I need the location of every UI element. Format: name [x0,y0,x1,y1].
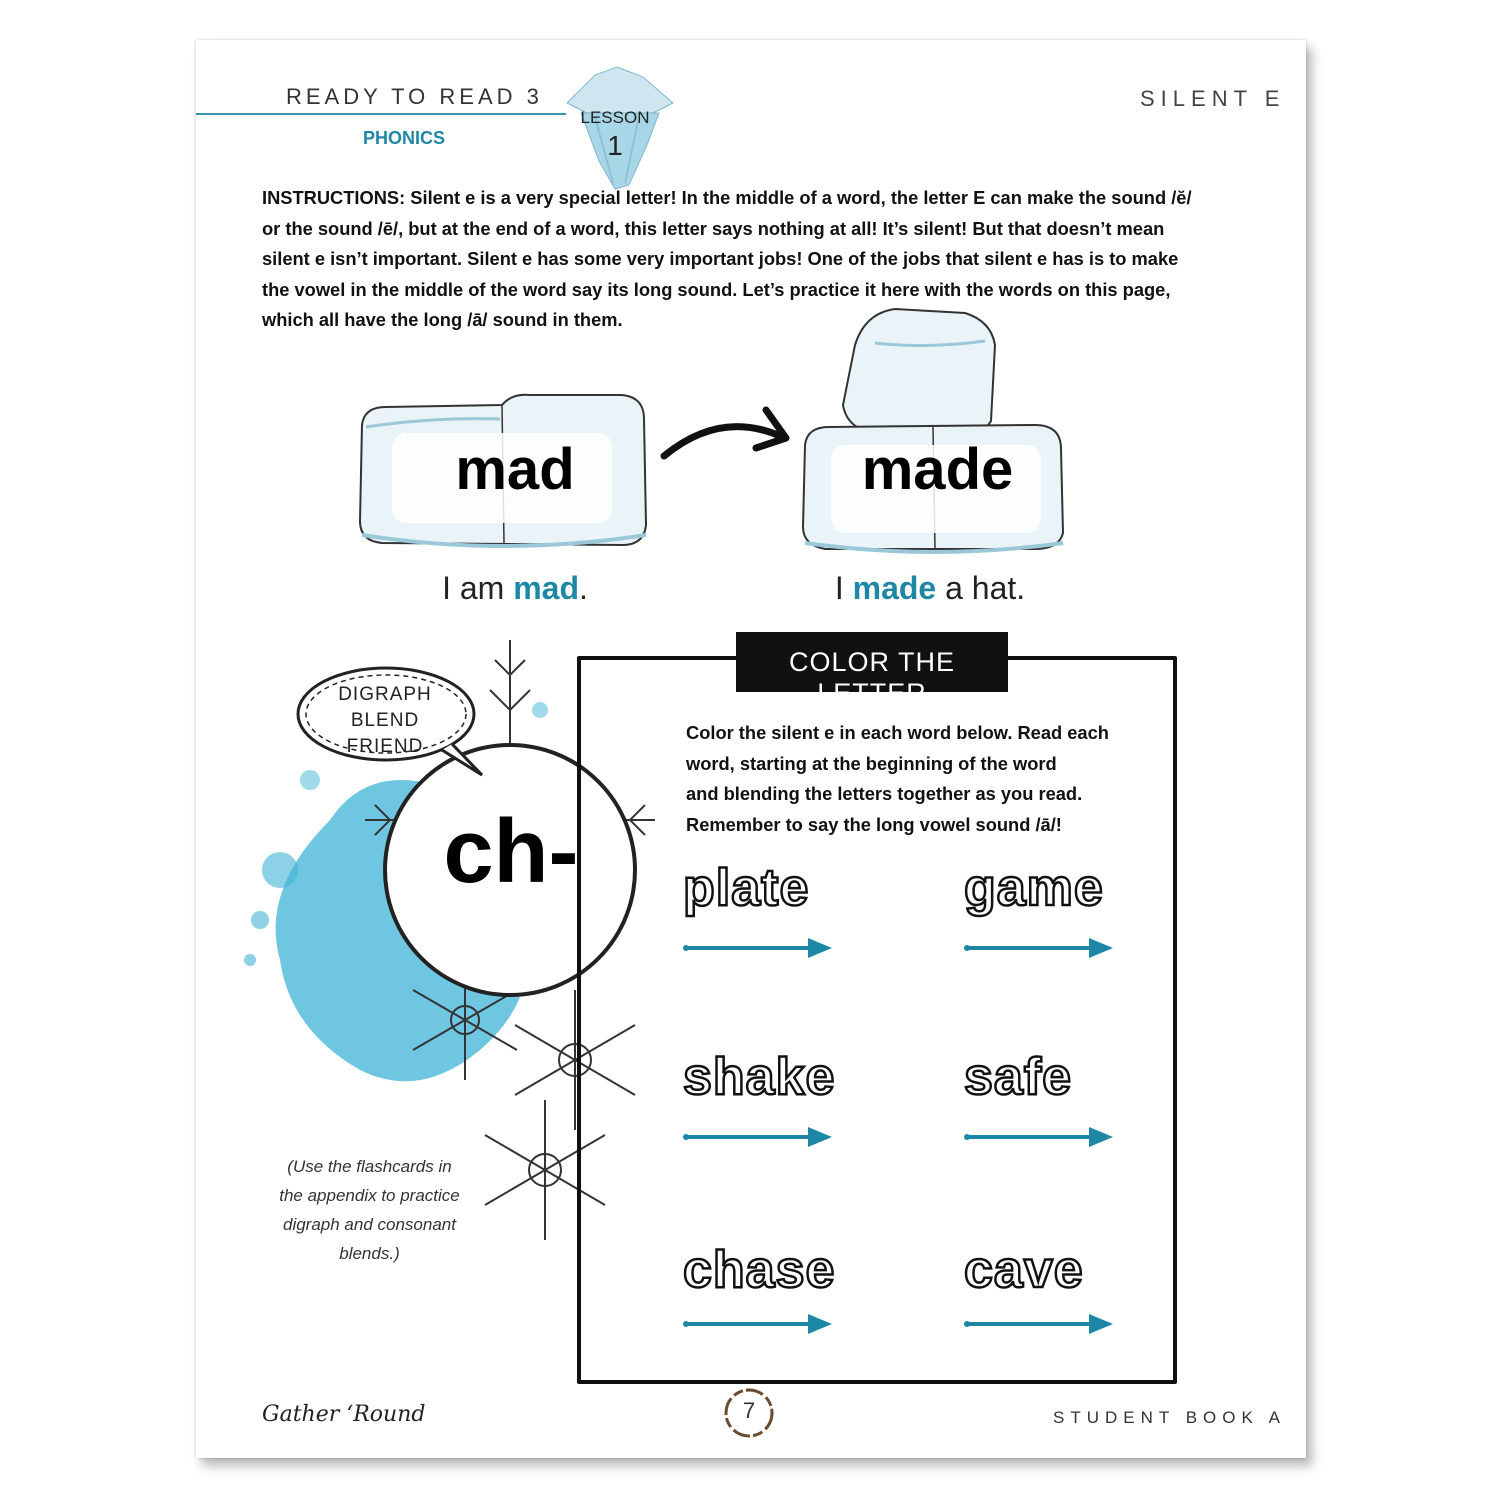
instructions-line: the vowel in the middle of the word say its long sound. Let’s practice it here with the words on this page, [262,278,1171,300]
page-number: 7 [742,1398,756,1423]
example-word-mad: mad [455,437,575,502]
note-line: (Use the flashcards in [287,1157,452,1176]
sentence-text: a hat. [936,570,1026,606]
ice-cubes-right [795,305,1070,555]
sentence-highlight: made [852,570,937,606]
instructions-line: Silent e is a very special letter! In the middle of a word, the letter E can make the sound /ĕ/ [410,187,1192,208]
series-title: READY TO READ 3 [286,84,543,109]
blend-arrow-icon [682,1127,832,1147]
instructions-line: which all have the long /ā/ sound in them. [262,309,623,330]
activity-banner [736,632,1008,708]
publisher-logo: Gather ‘Round [262,1402,426,1427]
book-label: STUDENT BOOK A [1053,1408,1286,1427]
example-sentence-left [380,570,650,607]
example-sentence-right [780,570,1080,607]
activity-instruction-line: Remember to say the long vowel sound /ā/! [686,813,1062,835]
blend-arrow-icon [682,938,832,958]
activity-instruction-line: word, starting at the beginning of the word [686,752,1057,774]
blend-letters: ch- [443,802,579,902]
activity-instructions [686,718,1156,840]
practice-word-game[interactable]: game [964,859,1104,917]
blend-arrow-icon [963,1314,1113,1334]
practice-word-shake[interactable]: shake [683,1048,836,1106]
sentence-highlight: mad [513,570,580,606]
activity-instruction-line: and blending the letters together as you read. [686,783,1083,804]
note-line: blends.) [339,1244,400,1263]
transform-arrow-icon [660,398,810,468]
practice-word-plate[interactable]: plate [683,859,810,917]
bubble-label [310,682,460,760]
instructions-label: INSTRUCTIONS: [262,187,406,208]
sentence-text: I am [442,570,514,606]
example-word-made: made [861,437,1014,502]
topic-title: SILENT E [1140,86,1286,111]
practice-word-chase[interactable]: chase [683,1241,836,1299]
lesson-label: LESSON [580,108,650,127]
instructions-line: or the sound /ē/, but at the end of a word, this letter says nothing at all! It’s silent! But that doesn’t mean [262,217,1165,239]
blend-arrow-icon [963,1127,1113,1147]
blend-arrow-icon [963,938,1113,958]
instructions-text [262,183,1252,336]
flashcard-note [262,1152,477,1268]
note-line: digraph and consonant [283,1215,456,1234]
practice-word-cave[interactable]: cave [964,1241,1084,1299]
activity-title: COLOR THE LETTER [788,647,956,708]
subject-label: PHONICS [363,128,446,148]
sentence-text: . [579,570,588,606]
note-line: the appendix to practice [279,1186,460,1205]
lesson-number: 1 [607,130,623,161]
instructions-line: silent e isn’t important. Silent e has some very important jobs! One of the jobs that silent e has is to make [262,248,1179,269]
bubble-line: DIGRAPH [338,684,432,705]
blend-arrow-icon [682,1314,832,1334]
activity-instruction-line: Color the silent e in each word below. Read each [686,722,1109,743]
header-rule [196,113,566,115]
sentence-text: I [834,570,853,606]
bubble-line: BLEND FRIEND [346,710,424,757]
practice-word-safe[interactable]: safe [964,1048,1073,1106]
